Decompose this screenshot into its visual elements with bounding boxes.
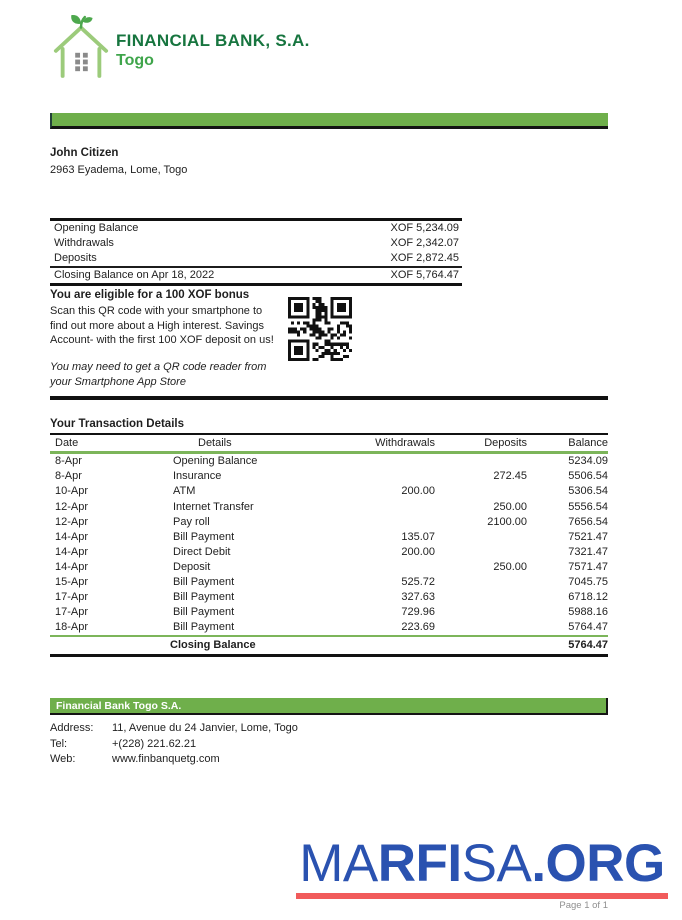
- footer-label: Web:: [50, 753, 76, 766]
- summary-label: Closing Balance on Apr 18, 2022: [50, 267, 333, 285]
- summary-label: Deposits: [50, 251, 333, 267]
- tx-withdrawal: [330, 514, 435, 529]
- footer-row-tel: [50, 737, 608, 753]
- tx-deposit: 250.00: [493, 560, 527, 573]
- summary-value: XOF 5,234.09: [390, 222, 459, 234]
- tx-withdrawal: [330, 499, 435, 514]
- watermark-underline: [296, 893, 668, 899]
- summary-value: XOF 2,872.45: [333, 251, 462, 267]
- bank-name: FINANCIAL BANK, S.A.: [116, 31, 310, 50]
- watermark-segment: RFI: [377, 834, 462, 893]
- customer-address: 2963 Eyadema, Lome, Togo: [50, 164, 188, 176]
- summary-row: [50, 251, 462, 267]
- tx-date: 15-Apr: [55, 576, 89, 589]
- tx-details: Deposit: [173, 560, 211, 573]
- tx-balance: 7045.75: [568, 576, 608, 589]
- footer-value: +(228) 221.62.21: [112, 737, 197, 750]
- tx-details: Insurance: [173, 470, 222, 483]
- closing-balance-value: 5764.47: [568, 639, 608, 652]
- footer-contact-rows: [50, 721, 608, 768]
- col-header-balance: Balance: [568, 436, 608, 449]
- tx-details: Bill Payment: [173, 591, 235, 604]
- summary-value: XOF 2,342.07: [390, 237, 459, 249]
- bonus-title: You are eligible for a 100 XOF bonus: [50, 289, 250, 301]
- bank-logo-text: [116, 14, 310, 70]
- bank-logo: [52, 14, 608, 80]
- watermark-segment: .ORG: [531, 834, 665, 893]
- transaction-row: [50, 620, 608, 636]
- tx-withdrawal: [330, 469, 435, 484]
- tx-details: ATM: [173, 485, 196, 498]
- col-header-withdrawals: Withdrawals: [375, 436, 435, 449]
- tx-deposit: [435, 544, 527, 559]
- marfisa-watermark: [296, 834, 668, 911]
- tx-withdrawal: 525.72: [401, 576, 435, 589]
- transaction-row: [50, 544, 608, 559]
- tx-withdrawal: 200.00: [401, 485, 435, 498]
- transaction-row: [50, 484, 608, 499]
- tx-date: 12-Apr: [55, 500, 89, 513]
- tx-balance: 6718.12: [568, 591, 608, 604]
- customer-name: John Citizen: [50, 147, 119, 159]
- transactions-title: Your Transaction Details: [50, 418, 608, 435]
- transaction-row: [50, 514, 608, 529]
- closing-balance-label: Closing Balance: [170, 639, 256, 652]
- tx-details: Pay roll: [173, 515, 210, 528]
- tx-balance: 5556.54: [568, 500, 608, 513]
- tx-date: 8-Apr: [55, 455, 82, 468]
- transactions-section: [50, 418, 608, 658]
- tx-details: Opening Balance: [173, 455, 258, 468]
- transaction-row: [50, 452, 608, 469]
- tx-deposit: [435, 575, 527, 590]
- tx-deposit: 2100.00: [487, 515, 527, 528]
- transaction-row: [50, 529, 608, 544]
- transaction-row: [50, 559, 608, 574]
- tx-balance: 5306.54: [568, 485, 608, 498]
- tx-date: 14-Apr: [55, 530, 89, 543]
- tx-deposit: [435, 529, 527, 544]
- customer-block: [50, 146, 608, 177]
- tx-details: Bill Payment: [173, 621, 235, 634]
- tx-deposit: 250.00: [493, 500, 527, 513]
- transactions-table: [50, 435, 608, 658]
- bonus-section: [50, 286, 608, 400]
- tx-details: Bill Payment: [173, 576, 235, 589]
- closing-balance-row: [50, 636, 608, 656]
- tx-date: 17-Apr: [55, 606, 89, 619]
- tx-date: 14-Apr: [55, 545, 89, 558]
- footer-row-address: [50, 721, 608, 737]
- footer-bank-bar: [50, 698, 608, 715]
- summary-label: Withdrawals: [54, 237, 114, 249]
- summary-label: Opening Balance: [54, 222, 139, 234]
- bonus-note: You may need to get a QR code reader from your Smartphone App Store: [50, 360, 267, 389]
- transaction-row: [50, 605, 608, 620]
- tx-withdrawal: [330, 452, 435, 469]
- tx-balance: 5764.47: [568, 621, 608, 634]
- tx-withdrawal: 200.00: [401, 545, 435, 558]
- tx-balance: 7656.54: [568, 515, 608, 528]
- tx-withdrawal: 135.07: [401, 530, 435, 543]
- footer-website-link: www.finbanquetg.com: [112, 753, 220, 766]
- transaction-row: [50, 575, 608, 590]
- header-divider-bar: [50, 113, 608, 129]
- qr-code-icon: [288, 297, 352, 391]
- tx-deposit: [435, 620, 527, 636]
- tx-date: 10-Apr: [55, 485, 89, 498]
- tx-withdrawal: 327.63: [401, 591, 435, 604]
- balance-summary-table: [50, 218, 462, 286]
- tx-withdrawal: 223.69: [401, 621, 435, 634]
- tx-date: 14-Apr: [55, 560, 89, 573]
- tx-withdrawal: 729.96: [401, 606, 435, 619]
- transactions-header-row: [50, 435, 608, 453]
- tx-balance: 7321.47: [568, 545, 608, 558]
- footer-value: 11, Avenue du 24 Janvier, Lome, Togo: [112, 722, 298, 735]
- watermark-text: [296, 834, 668, 893]
- tx-date: 8-Apr: [55, 470, 82, 483]
- statement-footer: [50, 698, 608, 768]
- watermark-segment: SA: [461, 834, 532, 893]
- house-sprout-logo-icon: [52, 14, 110, 80]
- summary-row: [50, 236, 462, 251]
- summary-row: [50, 267, 462, 285]
- col-header-deposits: Deposits: [484, 436, 527, 449]
- summary-value: XOF 5,764.47: [333, 267, 462, 285]
- tx-deposit: [435, 452, 527, 469]
- tx-details: Bill Payment: [173, 530, 235, 543]
- transaction-row: [50, 499, 608, 514]
- tx-balance: 5988.16: [568, 606, 608, 619]
- tx-balance: 5234.09: [568, 455, 608, 468]
- page-number: Page 1 of 1: [559, 900, 608, 911]
- tx-deposit: [435, 605, 527, 620]
- footer-label: Address:: [50, 722, 94, 735]
- bonus-text-block: [50, 286, 288, 391]
- transaction-row: [50, 590, 608, 605]
- footer-row-web: [50, 752, 608, 768]
- tx-details: Bill Payment: [173, 606, 235, 619]
- summary-row: [50, 220, 462, 237]
- bank-region: Togo: [116, 52, 154, 69]
- transaction-row: [50, 469, 608, 484]
- col-header-date: Date: [55, 436, 79, 449]
- tx-deposit: [435, 484, 527, 499]
- tx-deposit: 272.45: [493, 470, 527, 483]
- tx-withdrawal: [330, 559, 435, 574]
- tx-date: 17-Apr: [55, 591, 89, 604]
- footer-label: Tel:: [50, 737, 68, 750]
- tx-details: Direct Debit: [173, 545, 231, 558]
- footer-bank-name: Financial Bank Togo S.A.: [56, 700, 182, 713]
- tx-balance: 7521.47: [568, 530, 608, 543]
- bonus-body: Scan this QR code with your smartphone to find out more about a High interest. Savings Account- with the first 100 XOF deposit on us!: [50, 305, 274, 347]
- tx-details: Internet Transfer: [173, 500, 254, 513]
- watermark-segment: MA: [299, 834, 378, 893]
- tx-deposit: [435, 590, 527, 605]
- tx-date: 18-Apr: [55, 621, 89, 634]
- tx-date: 12-Apr: [55, 515, 89, 528]
- col-header-details: Details: [198, 436, 232, 449]
- tx-balance: 7571.47: [568, 560, 608, 573]
- tx-balance: 5506.54: [568, 470, 608, 483]
